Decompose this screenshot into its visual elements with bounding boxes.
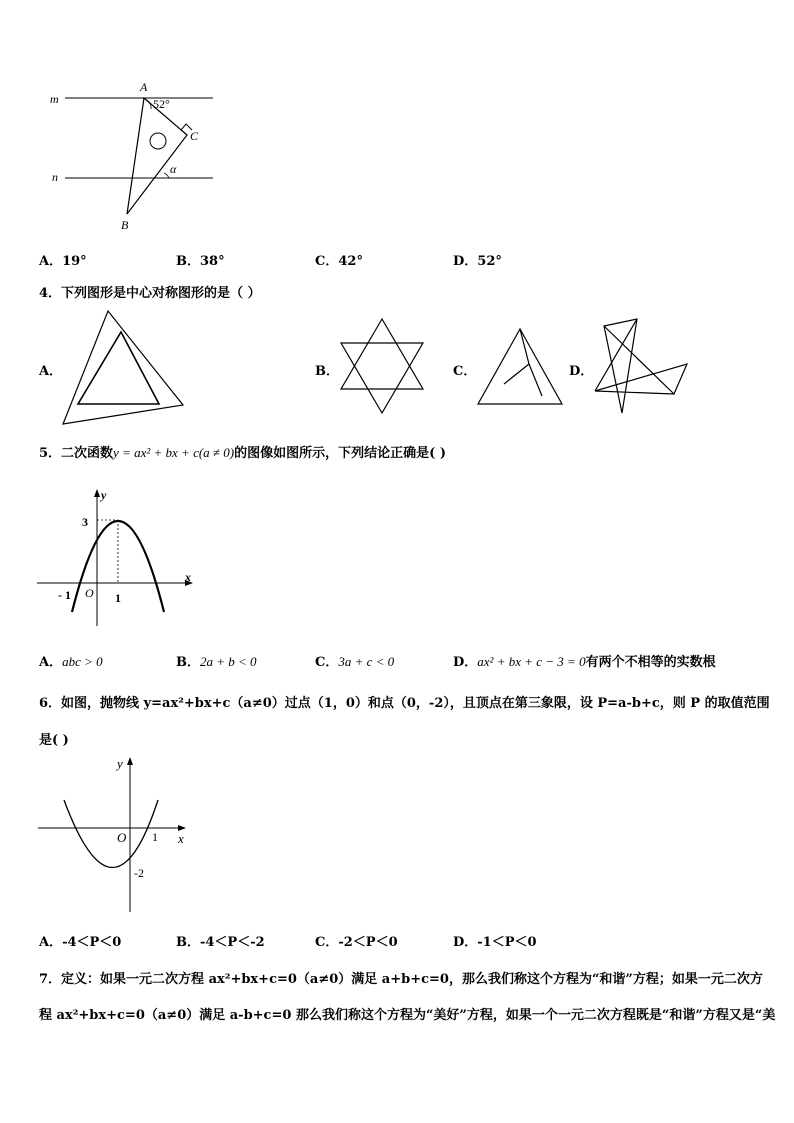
q7-line1: 7．定义：如果一元二次方程 ax²+bx+c=0（a≠0）满足 a+b+c=0，那么我们称这个方程为“和谐”方程；如果一元二次方 <box>39 972 763 987</box>
q4-label-a: A． <box>39 364 63 379</box>
q6-label-origin: O <box>117 830 127 845</box>
label-B: B <box>121 218 129 232</box>
label-alpha: α <box>170 162 177 176</box>
q5-label-origin: O <box>85 586 94 600</box>
label-C: C <box>190 129 199 143</box>
q6-graph <box>34 752 194 916</box>
q5-label-y: y <box>101 488 107 502</box>
label-n: n <box>52 170 58 184</box>
q6-option-d: D．-1＜P＜0 <box>453 935 537 950</box>
q5-stem <box>39 442 446 461</box>
q3-option-a: A．19° <box>39 254 87 269</box>
q4-label-d: D． <box>569 364 594 379</box>
q5-option-b: B．2a + b < 0 <box>176 654 257 670</box>
q5-stem-formula: y = ax² + bx + c(a ≠ 0) <box>113 445 235 460</box>
q5-label-neg1: - 1 <box>58 588 71 602</box>
q6-option-c: C．-2＜P＜0 <box>315 935 398 950</box>
q5-y-arrow <box>94 489 100 497</box>
q6-option-a: A．-4＜P＜0 <box>39 935 122 950</box>
q6-label-y: y <box>117 756 123 771</box>
q5-graph <box>34 484 204 630</box>
q6-stem-line1: 6．如图，抛物线 y=ax²+bx+c（a≠0）过点（1，0）和点（0，-2），且顶点在第三象限，设 P=a-b+c，则 P 的取值范围 <box>39 696 770 711</box>
q5-stem-prefix: 5．二次函数 <box>39 446 114 461</box>
q5-stem-suffix: 的图像如图所示，下列结论正确是( ) <box>234 446 446 461</box>
q6-label-1: 1 <box>152 830 158 844</box>
circle-mark <box>150 133 166 149</box>
q3-figure <box>40 78 230 238</box>
q6-option-b: B．-4＜P＜-2 <box>176 935 265 950</box>
q6-label-x: x <box>178 831 184 846</box>
q6-label-neg2: -2 <box>134 866 144 880</box>
q4-figure-a <box>58 306 188 428</box>
q3-option-b: B．38° <box>176 254 225 269</box>
q5-option-d: D．ax² + bx + c − 3 = 0有两个不相等的实数根 <box>453 654 716 670</box>
q4-label-b: B． <box>315 364 339 379</box>
label-angle-52: 52° <box>153 97 170 111</box>
q5-label-1: 1 <box>115 591 121 605</box>
label-m: m <box>50 92 59 106</box>
q3-option-c: C．42° <box>315 254 363 269</box>
q3-option-d: D．52° <box>453 254 502 269</box>
q4-figure-d <box>592 316 692 416</box>
q4-figure-c <box>474 326 566 408</box>
label-A: A <box>140 80 148 94</box>
q6-stem-line2: 是( ) <box>39 733 69 748</box>
q4-stem: 4．下列图形是中心对称图形的是（ ） <box>39 286 261 301</box>
q4-label-c: C． <box>453 364 477 379</box>
q5-label-3: 3 <box>82 515 88 529</box>
q6-y-arrow <box>127 757 133 765</box>
q5-option-c: C．3a + c < 0 <box>315 654 395 670</box>
q7-line2: 程 ax²+bx+c=0（a≠0）满足 a-b+c=0 那么我们称这个方程为“美好”方程，如果一个一元二次方程既是“和谐”方程又是“美 <box>39 1008 776 1023</box>
q5-label-x: x <box>185 570 191 584</box>
q6-parabola <box>64 800 158 868</box>
triangle-abc <box>127 98 187 214</box>
q5-option-a: A．abc > 0 <box>39 654 103 670</box>
q4-figure-b <box>334 316 430 416</box>
alpha-arc <box>164 173 169 178</box>
